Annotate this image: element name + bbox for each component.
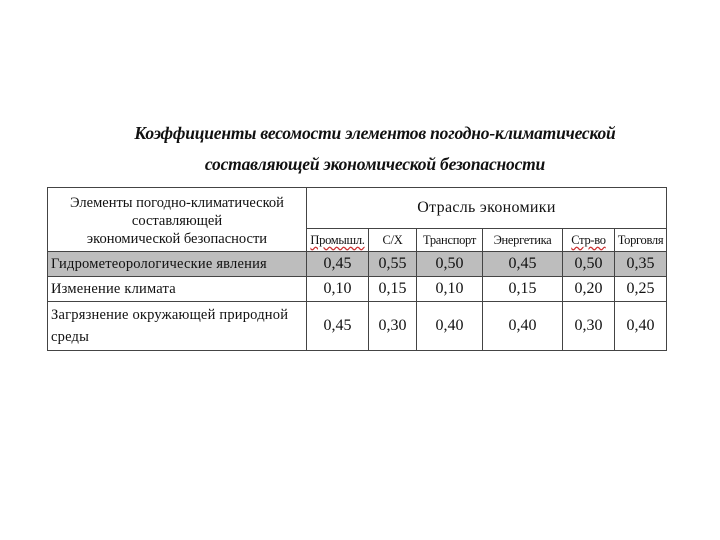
header-elements-line-1: Элементы погодно-климатической xyxy=(70,194,284,211)
table-cell: 0,30 xyxy=(369,302,417,351)
document-title xyxy=(60,118,690,180)
table-row xyxy=(48,252,667,277)
table-cell: 0,40 xyxy=(483,302,563,351)
table-cell: 0,50 xyxy=(417,252,483,277)
table-cell: 0,10 xyxy=(307,277,369,302)
table-cell: 0,45 xyxy=(483,252,563,277)
header-industry-5: Стр-во xyxy=(563,229,615,252)
table-cell: 0,35 xyxy=(615,252,667,277)
table-cell: 0,45 xyxy=(307,252,369,277)
table-cell: 0,50 xyxy=(563,252,615,277)
header-elements-line-2: составляющей xyxy=(131,212,223,229)
header-elements-line-3: экономической безопасности xyxy=(86,230,268,247)
table-cell: 0,25 xyxy=(615,277,667,302)
weights-table xyxy=(47,187,667,351)
header-industry-3: Транспорт xyxy=(417,229,483,252)
header-elements-cell xyxy=(48,188,307,252)
title-line-2: составляющей экономической безопасности xyxy=(204,154,546,174)
table-cell: 0,15 xyxy=(483,277,563,302)
header-industry-6: Торговля xyxy=(615,229,667,252)
row-label: Изменение климата xyxy=(48,277,307,302)
header-industry-4: Энергетика xyxy=(483,229,563,252)
header-industry-group: Отрасль экономики xyxy=(307,188,667,229)
table-row xyxy=(48,277,667,302)
table-cell: 0,15 xyxy=(369,277,417,302)
table-cell: 0,45 xyxy=(307,302,369,351)
row-label: Загрязнение окружающей природной среды xyxy=(48,302,307,351)
table-cell: 0,30 xyxy=(563,302,615,351)
table-cell: 0,40 xyxy=(417,302,483,351)
header-industry-1: Промышл. xyxy=(307,229,369,252)
table-cell: 0,20 xyxy=(563,277,615,302)
title-line-1: Коэффициенты весомости элементов погодно-климатической xyxy=(134,123,616,143)
table-row xyxy=(48,302,667,351)
table-cell: 0,40 xyxy=(615,302,667,351)
header-industry-2: С/Х xyxy=(369,229,417,252)
row-label: Гидрометеорологические явления xyxy=(48,252,307,277)
table-cell: 0,55 xyxy=(369,252,417,277)
table-cell: 0,10 xyxy=(417,277,483,302)
